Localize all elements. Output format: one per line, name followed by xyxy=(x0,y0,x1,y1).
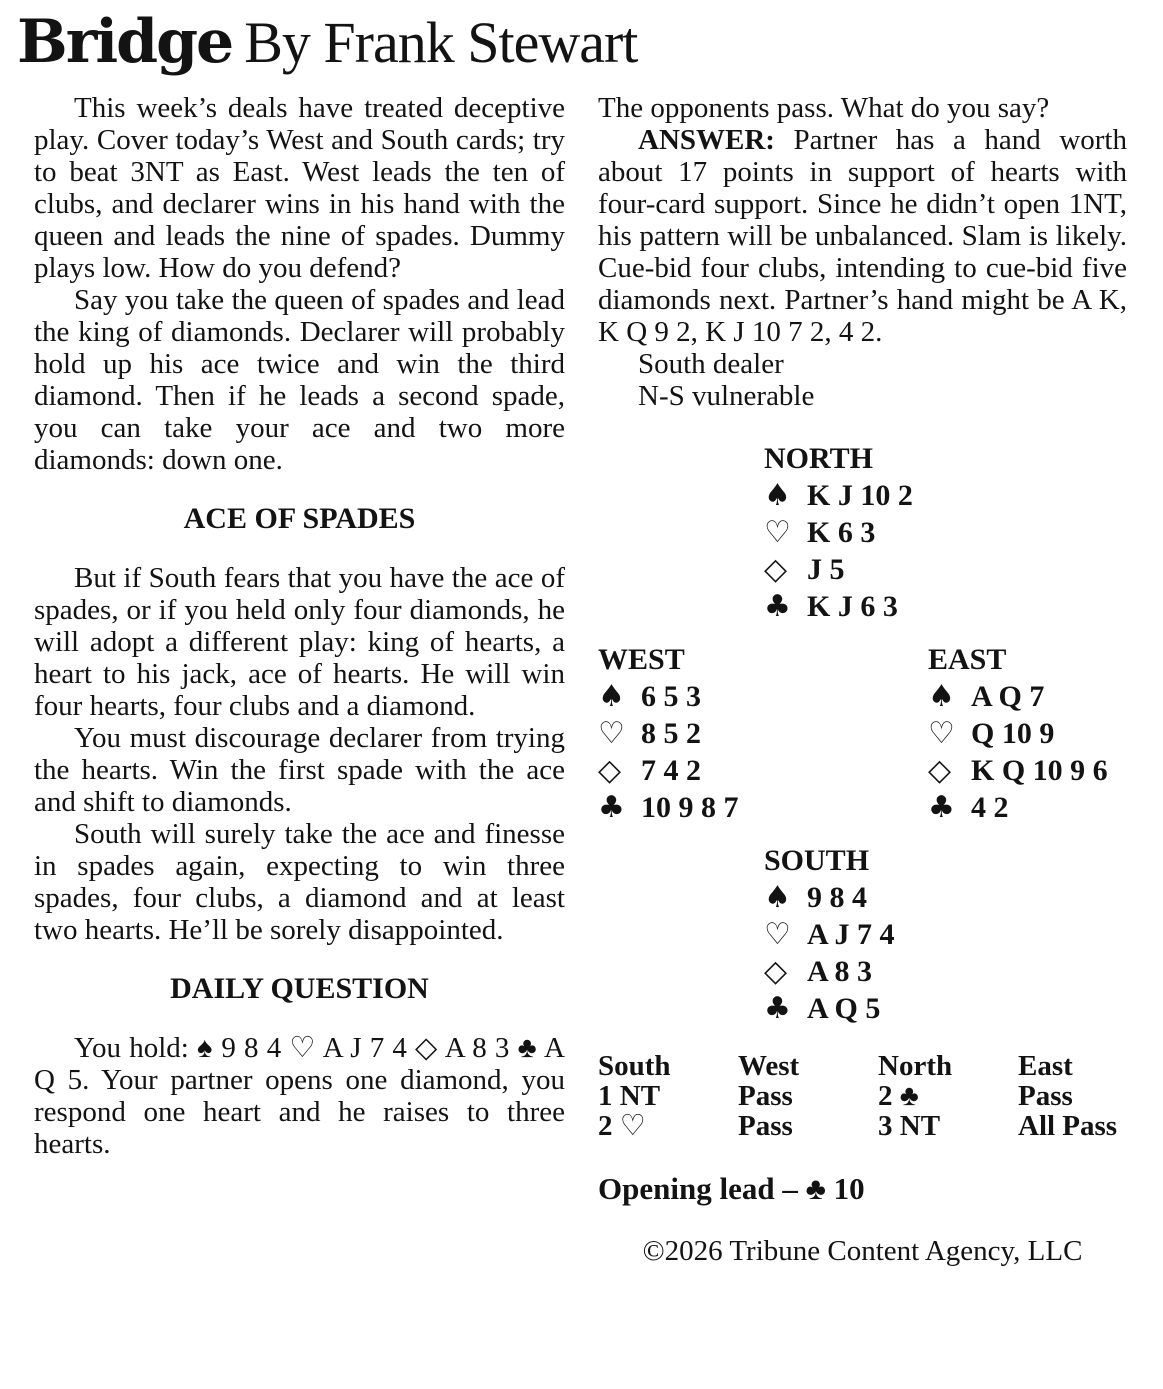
auction-header-east: East xyxy=(1018,1050,1073,1082)
hand-south-spades xyxy=(764,879,1127,916)
cards: 10 9 8 7 xyxy=(641,791,739,824)
cards: A 8 3 xyxy=(807,955,873,988)
hand-east-hearts xyxy=(928,715,1127,752)
hand-west xyxy=(598,641,928,826)
auction-bid: Pass xyxy=(738,1110,793,1142)
spade-icon: ♠ xyxy=(764,880,791,915)
left-column xyxy=(34,92,565,1267)
auction-bid: All Pass xyxy=(1018,1110,1118,1142)
hand-north-diamonds xyxy=(764,551,1127,588)
article-columns xyxy=(34,92,1127,1267)
hand-east-diamonds xyxy=(928,752,1127,789)
hand-east xyxy=(928,641,1127,826)
paragraph-ace-1: But if South fears that you have the ace of spades, or if you held only four diamonds, he will adopt a different play: king of hearts, a heart to his jack, ace of hearts. He will win four hearts, four clubs and a diamond. xyxy=(34,562,565,722)
auction-bid: Pass xyxy=(1018,1080,1073,1112)
answer-label: ANSWER: xyxy=(638,124,775,156)
hand-north-label: NORTH xyxy=(764,442,873,475)
diamond-icon: ◇ xyxy=(928,753,952,788)
opening-lead-line xyxy=(598,1173,1127,1205)
paragraph-daily-question: You hold: ♠ 9 8 4 ♡ A J 7 4 ◇ A 8 3 ♣ A Q 5. Your partner opens one diamond, you respond one heart and he raises to three hearts. xyxy=(34,1032,565,1160)
auction-header-west: West xyxy=(738,1050,800,1082)
section-heading-ace-of-spades: ACE OF SPADES xyxy=(183,502,416,535)
column-byline: By Frank Stewart xyxy=(244,10,638,75)
hand-south-diamonds xyxy=(764,953,1127,990)
cards: Q 10 9 xyxy=(971,717,1055,750)
heart-icon: ♡ xyxy=(764,515,791,550)
cards: 8 5 2 xyxy=(641,717,701,750)
paragraph-ace-3: South will surely take the ace and finesse in spades again, expecting to win three spades, four clubs, a diamond and at least two hearts. He’ll be sorely disappointed. xyxy=(34,818,565,946)
auction-bid: 2 ♡ xyxy=(598,1110,646,1142)
hand-west-clubs xyxy=(598,789,928,826)
hand-south-hearts xyxy=(764,916,1127,953)
hand-north-clubs xyxy=(764,588,1127,625)
hand-east-label: EAST xyxy=(928,643,1007,676)
club-icon: ♣ xyxy=(598,790,625,825)
paragraph-answer xyxy=(598,124,1127,348)
hand-south xyxy=(764,842,1127,1027)
vulnerability-line: N-S vulnerable xyxy=(638,380,815,412)
hand-west-spades xyxy=(598,678,928,715)
club-icon: ♣ xyxy=(764,991,791,1026)
hand-west-hearts xyxy=(598,715,928,752)
hand-west-diamonds xyxy=(598,752,928,789)
diamond-icon: ◇ xyxy=(598,753,622,788)
cards: K J 10 2 xyxy=(807,479,913,512)
heart-icon: ♡ xyxy=(598,716,625,751)
paragraph-ace-2: You must discourage declarer from trying the hearts. Win the first spade with the ace and shift to diamonds. xyxy=(34,722,565,818)
auction-bid: 1 NT xyxy=(598,1080,661,1112)
spade-icon: ♠ xyxy=(764,478,791,513)
spade-icon: ♠ xyxy=(598,679,625,714)
cards: K Q 10 9 6 xyxy=(971,754,1108,787)
hand-north-hearts xyxy=(764,514,1127,551)
cards: A Q 7 xyxy=(971,680,1045,713)
paragraph-intro: This week’s deals have treated deceptive play. Cover today’s West and South cards; try to beat 3NT as East. West leads the ten of clubs, and declarer wins in his hand with the queen and leads the nine of spades. Dummy plays low. How do you defend? xyxy=(34,92,565,284)
spade-icon: ♠ xyxy=(928,679,955,714)
diamond-icon: ◇ xyxy=(764,552,788,587)
cards: 4 2 xyxy=(971,791,1009,824)
club-icon: ♣ xyxy=(928,790,955,825)
cards: K 6 3 xyxy=(807,516,876,549)
hand-south-clubs xyxy=(764,990,1127,1027)
club-icon: ♣ xyxy=(764,589,791,624)
cards: 6 5 3 xyxy=(641,680,701,713)
hand-north-spades xyxy=(764,477,1127,514)
column-brand-title: Bridge xyxy=(17,7,233,77)
cards: A Q 5 xyxy=(807,992,881,1025)
hand-north xyxy=(764,440,1127,625)
cards: 7 4 2 xyxy=(641,754,701,787)
heart-icon: ♡ xyxy=(764,917,791,952)
auction-table xyxy=(598,1051,1127,1141)
opening-lead-card: ♣ 10 xyxy=(805,1171,865,1206)
auction-bid: 3 NT xyxy=(878,1110,941,1142)
right-column xyxy=(598,92,1127,1267)
column-masthead xyxy=(17,7,1127,77)
heart-icon: ♡ xyxy=(928,716,955,751)
auction-bid: 2 ♣ xyxy=(878,1080,919,1112)
copyright-line: ©2026 Tribune Content Agency, LLC xyxy=(642,1235,1083,1267)
section-heading-daily-question: DAILY QUESTION xyxy=(170,972,429,1005)
deal-diagram xyxy=(598,440,1127,1027)
hand-east-clubs xyxy=(928,789,1127,826)
cards: K J 6 3 xyxy=(807,590,898,623)
hand-east-spades xyxy=(928,678,1127,715)
auction-header-north: North xyxy=(878,1050,953,1082)
cards: J 5 xyxy=(807,553,845,586)
cards: 9 8 4 xyxy=(807,881,867,914)
paragraph-defense: Say you take the queen of spades and lead the king of diamonds. Declarer will probably hold up his ace twice and win the third diamond. Then if he leads a second spade, you can take your ace and two more diamonds: down one. xyxy=(34,284,565,476)
answer-text: Partner has a hand worth about 17 points in support of hearts with four-card support. Since he didn’t open 1NT, his pattern will be unbalanced. Slam is likely. Cue-bid four clubs, intending to cue-bid five diamonds next. Partner’s hand might be A K, K Q 9 2, K J 10 7 2, 4 2. xyxy=(598,124,1127,348)
hand-west-label: WEST xyxy=(598,643,685,676)
auction-bid: Pass xyxy=(738,1080,793,1112)
dealer-line: South dealer xyxy=(638,348,784,380)
opening-lead-label: Opening lead – xyxy=(598,1171,798,1206)
cards: A J 7 4 xyxy=(807,918,895,951)
diamond-icon: ◇ xyxy=(764,954,788,989)
hand-south-label: SOUTH xyxy=(764,844,870,877)
paragraph-continuation: The opponents pass. What do you say? xyxy=(598,92,1050,124)
auction-header-south: South xyxy=(598,1050,671,1082)
west-east-row xyxy=(598,641,1127,826)
